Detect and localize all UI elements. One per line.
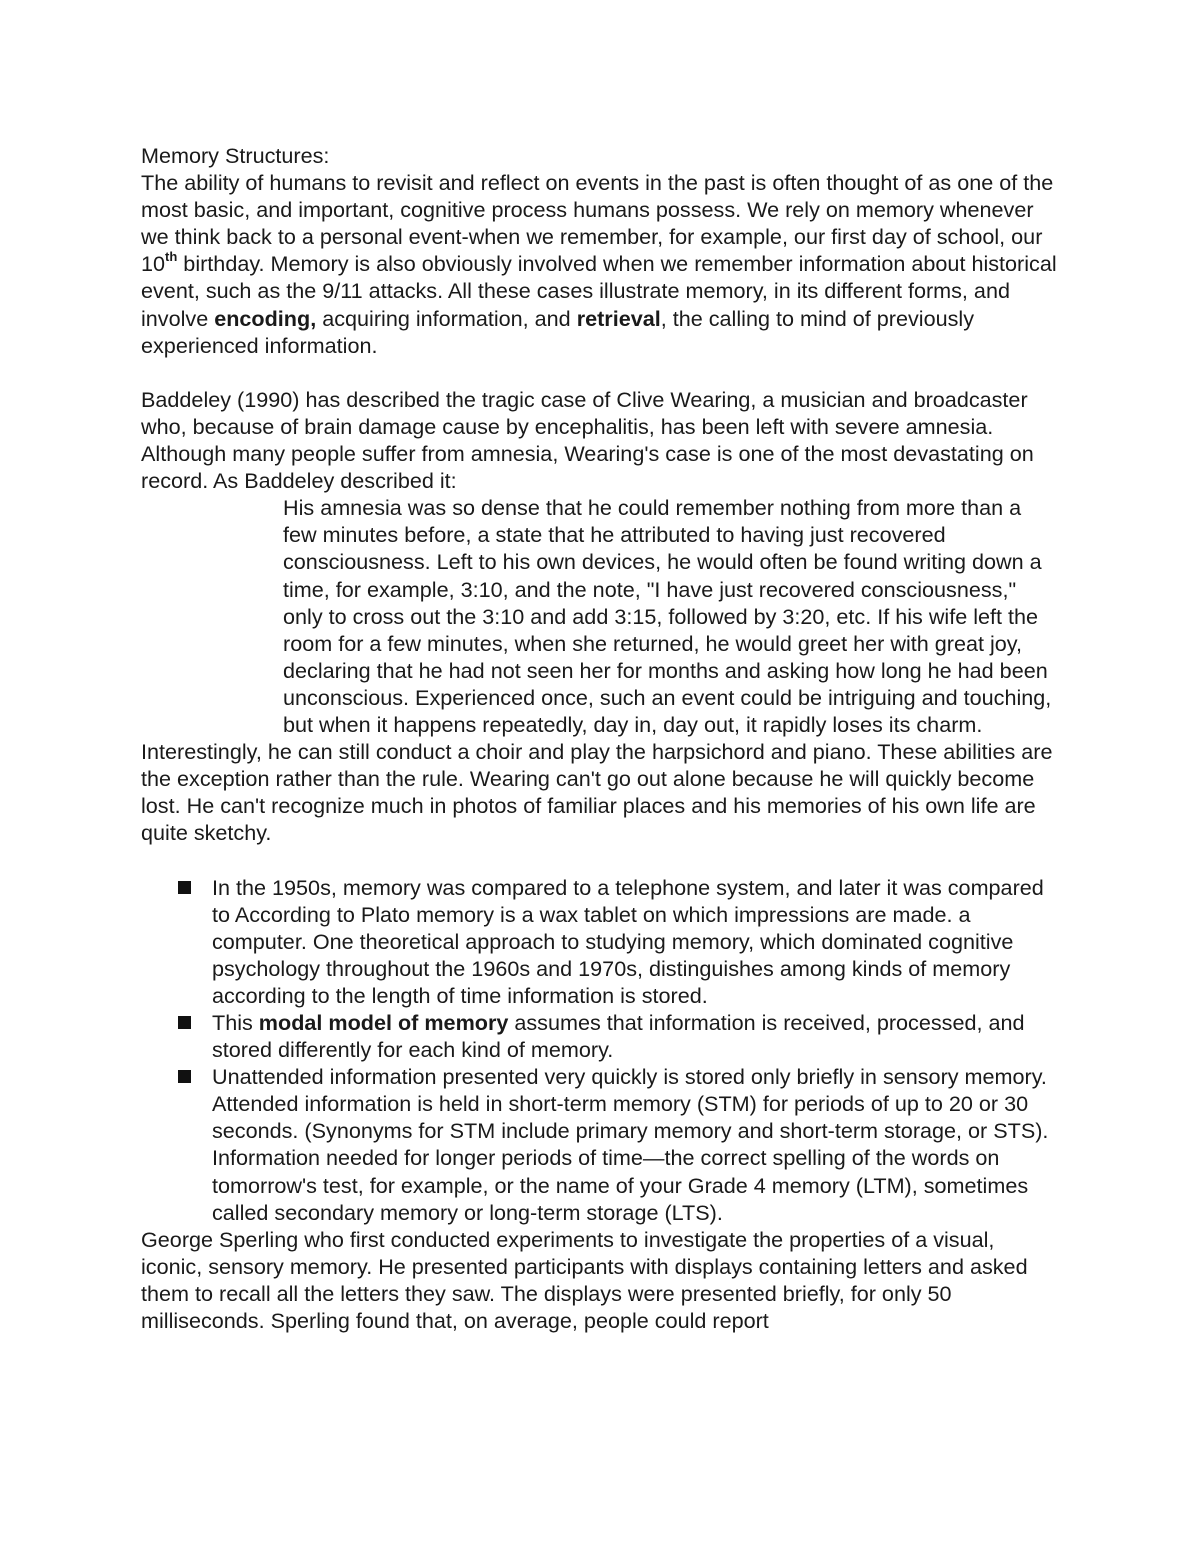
square-bullet-icon [178, 1070, 191, 1083]
term-modal-model: modal model of memory [258, 1010, 509, 1035]
bullet-text-post: assumes that information is received, processed, and stored differently for each kind of memory. [212, 1010, 1025, 1063]
paragraph-spacer [141, 359, 1061, 386]
bullet-text-pre: This [212, 1010, 259, 1035]
list-item [141, 1063, 1061, 1226]
section-heading: Memory Structures: [141, 143, 330, 168]
intro-text-3: acquiring information, and [316, 305, 577, 331]
bullet-text: Unattended information presented very quickly is stored only briefly in sensory memory. Attended information is held in short-term memory (STM) for periods of up to 20 or 30 seconds. (Synonyms for STM include primary memory and short-term storage, or STS). Information needed for longer periods of time—the correct spelling of the words on tomorrow's test, for example, or the name of your Grade 4 memory (LTM), sometimes called secondary memory or long-term storage (LTS). [212, 1064, 1049, 1225]
square-bullet-icon [178, 881, 191, 894]
paragraph-spacer [141, 846, 1061, 873]
term-retrieval: retrieval [576, 305, 661, 331]
sperling-paragraph: George Sperling who first conducted experiments to investigate the properties of a visual, iconic, sensory memory. He presented participants with displays containing letters and asked them to recall all the letters they saw. The displays were presented briefly, for only 50 milliseconds. Sperling found that, on average, people could report [141, 1226, 1028, 1334]
ordinal-superscript: th [165, 249, 178, 265]
intro-paragraph [141, 169, 1061, 359]
document-body [141, 142, 1061, 1334]
list-item [141, 874, 1061, 1009]
block-quote: His amnesia was so dense that he could remember nothing from more than a few minutes before, a state that he attributed to having just recovered consciousness. Left to his own devices, he would often be found writing down a time, for example, 3:10, and the note, "I have just recovered consciousness," only to cross out the 3:10 and add 3:15, followed by 3:20, etc. If his wife left the room for a few minutes, when she returned, he would greet her with great joy, declaring that he had not seen her for months and asking how long he had been unconscious. Experienced once, such an event could be intriguing and touching, but when it happens repeatedly, day in, day out, it rapidly loses its charm. [283, 495, 1052, 737]
bullet-text: In the 1950s, memory was compared to a telephone system, and later it was compared to According to Plato memory is a wax tablet on which impressions are made. a computer. One theoretical approach to studying memory, which dominated cognitive psychology throughout the 1960s and 1970s, distinguishes among kinds of memory according to the length of time information is stored. [212, 874, 1044, 1008]
intro-text-2: birthday. Memory is also obviously involved when we remember information about historical event, such as the 9/11 attacks. All these cases illustrate memory, in its different forms, and involve [141, 251, 1057, 331]
baddeley-paragraph: Baddeley (1990) has described the tragic case of Clive Wearing, a musician and broadcaster who, because of brain damage cause by encephalitis, has been left with severe amnesia. Although many people suffer from amnesia, Wearing's case is one of the most devastating on record. As Baddeley described it: [141, 386, 1034, 494]
list-item [141, 1009, 1061, 1063]
term-encoding: encoding, [214, 305, 317, 331]
intro-text-4: , the calling to mind of previously experienced information. [141, 305, 975, 358]
intro-text-1: The ability of humans to revisit and reflect on events in the past is often thought of as one of the most basic, and important, cognitive process humans possess. We rely on memory whenever we think back to a personal event-when we remember, for example, our first day of school, our 10 [141, 170, 1054, 277]
wearing-abilities-paragraph: Interestingly, he can still conduct a choir and play the harpsichord and piano. These abilities are the exception rather than the rule. Wearing can't go out alone because he will quickly become lost. He can't recognize much in photos of familiar places and his memories of his own life are quite sketchy. [141, 739, 1053, 846]
bullet-list [141, 874, 1061, 1226]
square-bullet-icon [178, 1016, 191, 1029]
